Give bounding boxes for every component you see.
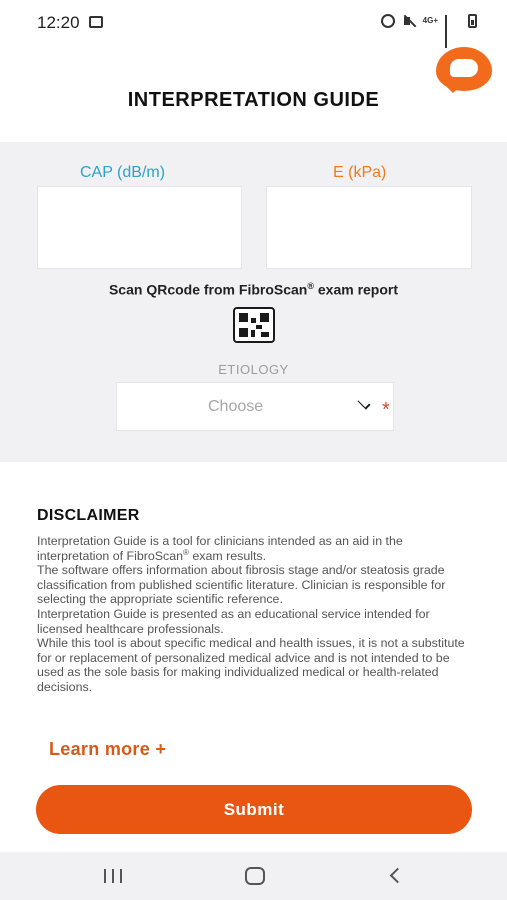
chevron-down-icon — [357, 396, 370, 409]
navigation-bar — [0, 852, 507, 900]
cap-label: CAP (dB/m) — [80, 164, 166, 181]
status-time: 12:20 — [37, 13, 80, 32]
qr-code-icon[interactable] — [233, 307, 275, 343]
disclaimer-p1-after: exam results. — [188, 548, 267, 563]
alarm-icon — [381, 14, 395, 28]
status-icons — [381, 14, 477, 28]
scan-qr-instruction — [0, 281, 507, 298]
disclaimer-text — [37, 534, 477, 695]
e-input[interactable] — [266, 186, 472, 269]
page-title: INTERPRETATION GUIDE — [127, 89, 380, 111]
gallery-icon — [89, 16, 103, 28]
recent-apps-icon[interactable] — [104, 869, 122, 883]
disclaimer-paragraph: While this tool is about specific medical and health issues, it is not a substitute for or replacement of personalized medical advice and is not intended to be used as the sole basis for making individualized medical or health-related decisions. — [37, 636, 465, 694]
network-type: 4G+ — [422, 16, 438, 25]
home-icon[interactable] — [245, 867, 265, 885]
scan-text-after: exam report — [313, 281, 399, 298]
disclaimer-p1-before: Interpretation Guide is a tool for clinicians intended as an aid in the interpretation of FibroScan — [37, 534, 403, 563]
liver-logo-icon[interactable] — [436, 47, 492, 91]
registered-mark: ® — [183, 547, 189, 557]
etiology-label: ETIOLOGY — [218, 362, 289, 377]
e-label: E (kPa) — [333, 164, 387, 181]
signal-icon — [445, 15, 461, 27]
disclaimer-title: DISCLAIMER — [37, 507, 140, 524]
status-bar — [0, 0, 507, 44]
mute-icon — [402, 14, 416, 28]
disclaimer-paragraph: Interpretation Guide is presented as an educational service intended for licensed healthcare professionals. — [37, 606, 430, 636]
scan-text-before: Scan QRcode from FibroScan — [108, 281, 308, 298]
cap-input[interactable] — [37, 186, 242, 269]
back-icon[interactable] — [390, 868, 406, 884]
battery-icon — [468, 14, 477, 28]
submit-button[interactable]: Submit — [36, 785, 472, 834]
registered-mark: ® — [307, 281, 314, 291]
required-marker: * — [382, 399, 390, 421]
etiology-select[interactable] — [116, 382, 394, 431]
disclaimer-paragraph: The software offers information about fibrosis stage and/or steatosis grade classification from published scientific literature. Clinician is responsible for selecting the appropriate scientific reference. — [37, 563, 446, 607]
etiology-placeholder: Choose — [208, 398, 264, 415]
learn-more-link[interactable]: Learn more + — [49, 739, 167, 759]
disclaimer-paragraph — [37, 534, 477, 563]
